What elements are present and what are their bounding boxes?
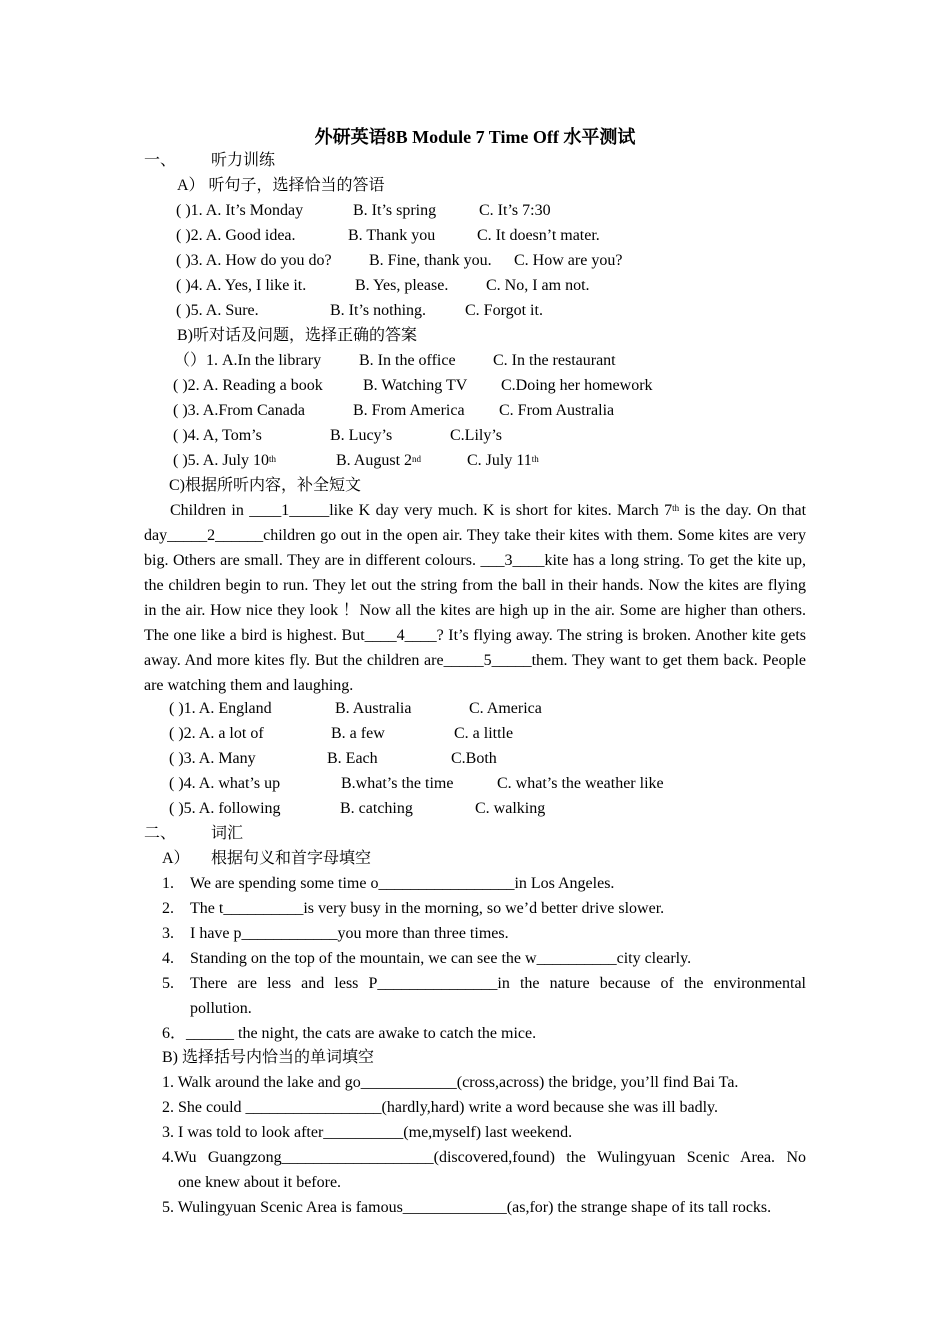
option-b: B. Watching TV xyxy=(363,377,468,394)
question-row xyxy=(169,774,664,794)
option-a: ( )2. A. Good idea. xyxy=(176,227,296,244)
question-row xyxy=(173,376,653,396)
option-a: ( )1. A. It’s Monday xyxy=(176,202,304,219)
option-b: B. Each xyxy=(327,750,378,767)
option-b: B. From America xyxy=(353,402,465,419)
option-b: B. Yes, please. xyxy=(355,277,449,294)
page-title: 外研英语8B Module 7 Time Off 水平测试 xyxy=(314,127,636,147)
option-b: B. It’s spring xyxy=(353,202,437,219)
option-b: B. It’s nothing. xyxy=(330,302,427,319)
option-a: （）1. A.In the library xyxy=(174,352,322,369)
question-row xyxy=(174,351,616,371)
option-c: C. what’s the weather like xyxy=(497,775,664,792)
list-item-continued: one knew about it before. xyxy=(178,1174,342,1191)
list-item-continued: pollution. xyxy=(190,1000,252,1017)
option-a: ( )5. A. following xyxy=(169,800,281,817)
question-row xyxy=(173,401,614,421)
option-b: B. catching xyxy=(340,800,413,817)
option-b: B. Australia xyxy=(335,700,412,717)
option-c: C. No, I am not. xyxy=(486,277,590,294)
section2-partA-label: A） xyxy=(162,850,190,867)
question-row xyxy=(169,799,545,819)
question-row xyxy=(169,749,497,769)
option-c: C. It’s 7:30 xyxy=(479,202,551,219)
list-item: The t__________is very busy in the morning, so we’d better drive slower. xyxy=(190,900,665,917)
option-a: ( )3. A. Many xyxy=(169,750,256,767)
option-a: ( )5. A. Sure. xyxy=(176,302,259,319)
option-c: C. It doesn’t mater. xyxy=(477,227,600,244)
section2-heading: 词汇 xyxy=(211,825,244,842)
option-a: ( )5. A. July 10th xyxy=(173,452,277,469)
option-b: B. a few xyxy=(331,725,385,742)
option-a: ( )4. A, Tom’s xyxy=(173,427,262,444)
list-item-number: 5. xyxy=(162,975,174,992)
question-row xyxy=(176,301,543,321)
section2-number: 二、 xyxy=(144,825,177,842)
question-row xyxy=(176,201,551,221)
option-b: B. Lucy’s xyxy=(330,427,393,444)
list-item: There are less and less P_______________in the nature because of the environmental xyxy=(190,975,806,992)
section2-partB-heading: B) 选择括号内恰当的单词填空 xyxy=(162,1049,375,1066)
list-item: 3. I was told to look after__________(me,myself) last weekend. xyxy=(162,1124,573,1141)
option-a: ( )3. A.From Canada xyxy=(173,402,305,419)
option-c: C. walking xyxy=(475,800,546,817)
option-c: C. America xyxy=(469,700,542,717)
list-item: 2. She could _________________(hardly,hard) write a word because she was ill badly. xyxy=(162,1099,719,1116)
question-row xyxy=(169,724,513,744)
option-a: ( )2. A. Reading a book xyxy=(173,377,323,394)
cloze-passage: Children in ____1_____like K day very much. K is short for kites. March 7th is the day. On that day_____2______children go out in the open air. They take their kites with them. Some kites are very big. Others are small. They are in different colours. ___3____kite has a long string. To get the kite up, the children begin to run. They let out the string from the ball in their hands. Now the kites are flying in the air. How nice they look ！Now all the kites are high up in the air. Some are higher than others. The one like a bird is highest. But____4____? It’s flying away. The string is broken. Another kite gets away. And more kites fly. But the children are_____5_____them. They want to get them back. People are watching them and laughing. xyxy=(144,502,807,694)
list-item: 5. Wulingyuan Scenic Area is famous_____________(as,for) the strange shape of its tall rocks. xyxy=(162,1199,772,1216)
list-item: We are spending some time o_________________in Los Angeles. xyxy=(190,875,615,892)
question-row xyxy=(176,226,600,246)
option-c: C. From Australia xyxy=(499,402,615,419)
section1-partB-heading: B)听对话及问题，选择正确的答案 xyxy=(177,327,418,344)
list-item-number: 4. xyxy=(162,950,174,967)
option-a: ( )3. A. How do you do? xyxy=(176,252,332,269)
option-c: C. How are you? xyxy=(514,252,623,269)
section2-partA-heading: 根据句义和首字母填空 xyxy=(211,850,372,867)
option-b: B.what’s the time xyxy=(341,775,454,792)
option-c: C.Both xyxy=(451,750,497,767)
option-a: ( )1. A. England xyxy=(169,700,272,717)
list-item: 1. Walk around the lake and go____________(cross,across) the bridge, you’ll find Bai Ta. xyxy=(162,1074,739,1091)
option-b: B. In the office xyxy=(359,352,456,369)
option-c: C.Doing her homework xyxy=(501,377,653,394)
list-item-number: 1. xyxy=(162,875,174,892)
option-c: C. Forgot it. xyxy=(465,302,543,319)
section1-number: 一、 xyxy=(144,152,177,169)
list-item: 6．______ the night, the cats are awake to catch the mice. xyxy=(162,1025,537,1042)
option-b: B. Fine, thank you. xyxy=(369,252,492,269)
option-c: C. a little xyxy=(454,725,514,742)
list-item: Standing on the top of the mountain, we can see the w__________city clearly. xyxy=(190,950,692,967)
question-row xyxy=(176,276,590,296)
option-b: B. August 2nd xyxy=(336,452,422,469)
option-a: ( )4. A. what’s up xyxy=(169,775,281,792)
option-b: B. Thank you xyxy=(348,227,436,244)
option-c: C. In the restaurant xyxy=(493,352,616,369)
question-row xyxy=(169,699,542,719)
question-row xyxy=(176,251,622,271)
option-a: ( )4. A. Yes, I like it. xyxy=(176,277,307,294)
list-item: 4.Wu Guangzong___________________(discovered,found) the Wulingyuan Scenic Area. No xyxy=(162,1149,806,1166)
question-row xyxy=(173,451,539,471)
question-row xyxy=(173,426,502,446)
list-item: I have p____________you more than three times. xyxy=(190,925,509,942)
option-a: ( )2. A. a lot of xyxy=(169,725,264,742)
section1-partC-heading: C)根据所听内容，补全短文 xyxy=(169,477,362,494)
section1-partA-heading: A） 听句子，选择恰当的答语 xyxy=(177,177,385,194)
list-item-number: 3. xyxy=(162,925,174,942)
list-item-number: 2. xyxy=(162,900,174,917)
option-c: C. July 11th xyxy=(467,452,539,469)
option-c: C.Lily’s xyxy=(450,427,503,444)
section1-heading: 听力训练 xyxy=(211,152,276,169)
